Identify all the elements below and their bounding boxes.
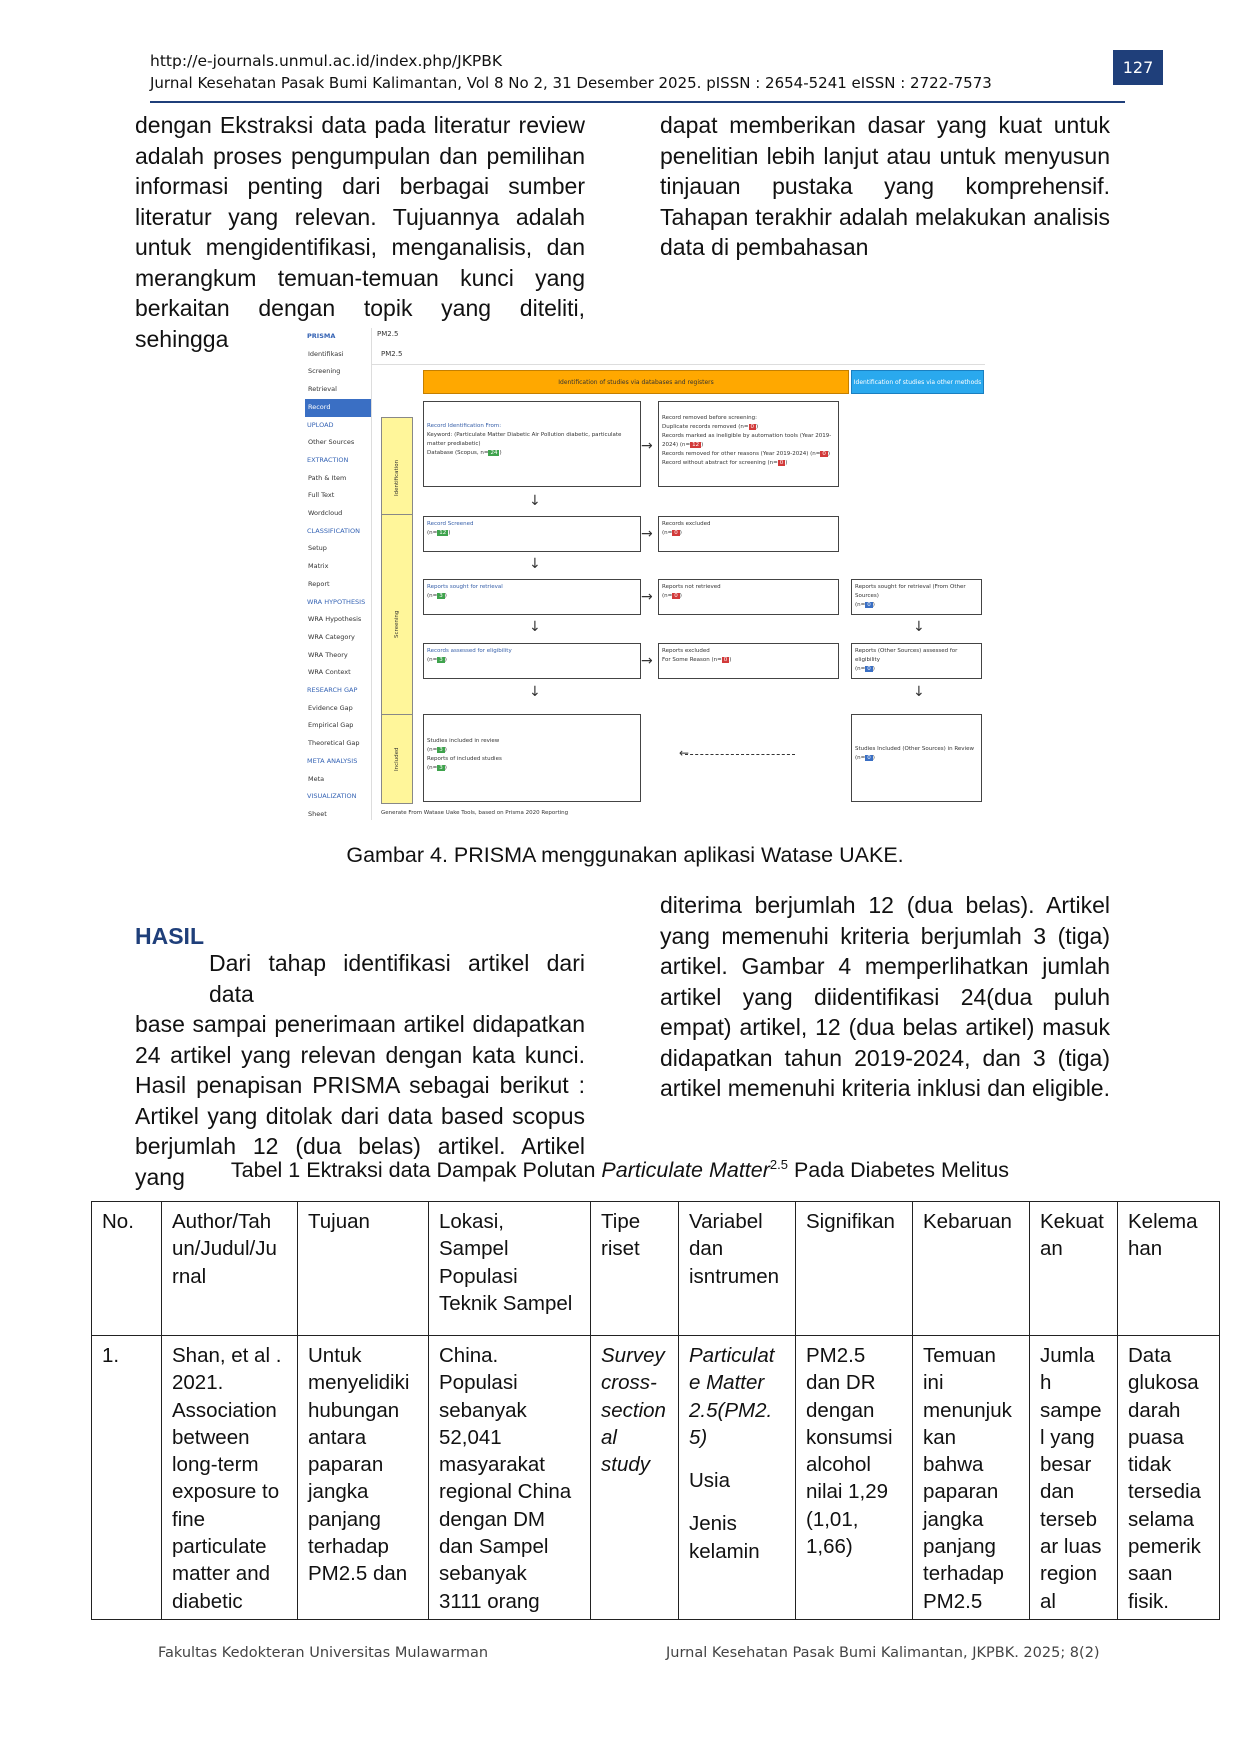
box-title: Record Identification From: bbox=[427, 423, 502, 429]
box-records-removed bbox=[658, 401, 839, 487]
cell-line: sampe bbox=[1040, 1398, 1102, 1422]
line-label: Records marked as ineligible by automation tools (Year 2019-2024) (n= bbox=[662, 433, 832, 448]
box-title: Records assessed for eligibility bbox=[427, 648, 512, 654]
cell-line: No. bbox=[102, 1210, 134, 1233]
page-number: 127 bbox=[1113, 50, 1163, 85]
box-title: Record Screened bbox=[427, 521, 474, 527]
count-badge: 0 bbox=[750, 424, 754, 430]
cell-line: saan bbox=[1128, 1562, 1173, 1586]
cell-line: Variabel bbox=[689, 1210, 763, 1233]
cell-line: PM2.5 bbox=[923, 1589, 983, 1613]
text-line: untuk mengidentifikasi, menganalisis, dan bbox=[135, 234, 585, 260]
cell-line: terseb bbox=[1040, 1507, 1097, 1531]
cell-line: Populasi bbox=[439, 1371, 518, 1395]
caption-text: Pada Diabetes Melitus bbox=[787, 1158, 1010, 1183]
sidebar-section: VISUALIZATION bbox=[307, 792, 357, 801]
app-title: PRISMA bbox=[307, 332, 336, 340]
cell-line: matter and bbox=[172, 1562, 270, 1586]
cell-line: exposure to bbox=[172, 1480, 280, 1504]
phase-screening: Screening bbox=[381, 514, 413, 734]
arrow-down: ↓ bbox=[529, 556, 541, 572]
table-header-cell bbox=[92, 1202, 162, 1336]
text-line: berkaitan dengan topik yang diteliti, sehingga bbox=[135, 295, 585, 352]
cell-line: Sampel bbox=[439, 1237, 509, 1261]
cell-line: masyarakat bbox=[439, 1453, 545, 1477]
cell-line: Lokasi, bbox=[439, 1210, 504, 1233]
table-header-cell bbox=[796, 1202, 913, 1336]
cell-line: Author/Tah bbox=[172, 1210, 272, 1233]
cell-line: pemerik bbox=[1128, 1535, 1201, 1559]
text-line: artikel yang diidentifikasi 24(dua puluh bbox=[660, 983, 1110, 1010]
cell-line: 5) bbox=[689, 1425, 708, 1449]
text-line: dapat memberikan dasar yang kuat untuk bbox=[660, 112, 1110, 138]
box-reports-not-retrieved bbox=[658, 579, 839, 615]
cell-line: Jumla bbox=[1040, 1344, 1095, 1367]
arrow-down: ↓ bbox=[913, 619, 925, 635]
cell-line: Kebaruan bbox=[923, 1210, 1012, 1233]
cell-line: 3111 orang bbox=[439, 1589, 540, 1613]
cell-line: section bbox=[601, 1398, 666, 1422]
cell-line: dengan DM bbox=[439, 1507, 545, 1531]
table-header-cell bbox=[913, 1202, 1030, 1336]
n-prefix: (n= bbox=[855, 666, 866, 672]
sidebar-section: UPLOAD bbox=[307, 420, 334, 429]
table-cell bbox=[796, 1336, 913, 1620]
cell-line: between bbox=[172, 1425, 250, 1449]
box-studies-included bbox=[423, 714, 641, 802]
header-rule bbox=[150, 101, 1125, 103]
cell-line: e Matter bbox=[689, 1371, 765, 1395]
n-prefix: (n= bbox=[662, 593, 673, 599]
box-count: For Some Reason (n= 0 ) bbox=[662, 657, 732, 663]
sidebar-section: EXTRACTION bbox=[307, 455, 349, 464]
box-line: Reports of included studies bbox=[427, 756, 502, 762]
text-line: yang memenuhi kriteria berjumlah 3 (tiga) bbox=[660, 922, 1110, 949]
top-left-column bbox=[135, 110, 585, 354]
n-prefix: (n= bbox=[662, 530, 673, 536]
table-header-cell bbox=[429, 1202, 591, 1336]
n-prefix: (n= bbox=[855, 602, 866, 608]
section-heading-hasil: HASIL bbox=[135, 923, 204, 949]
table-cell bbox=[429, 1336, 591, 1620]
table-header-cell bbox=[1030, 1202, 1118, 1336]
cell-line: Particulat bbox=[689, 1344, 775, 1367]
cell-line: Teknik Sampel bbox=[439, 1291, 573, 1315]
cell-line: hubungan bbox=[308, 1398, 400, 1422]
text-line: literatur yang relevan. Tujuannya adalah bbox=[135, 203, 585, 230]
caption-italic: Particulate Matter bbox=[601, 1158, 770, 1183]
table-header-cell bbox=[591, 1202, 679, 1336]
cell-line: Usia bbox=[689, 1469, 731, 1493]
box-database: Database (Scopus, n= 24 ) bbox=[427, 450, 502, 456]
footer-right: Jurnal Kesehatan Pasak Bumi Kalimantan, JKPBK. 2025; 8(2) bbox=[666, 1645, 1100, 1661]
count-badge: 12 bbox=[439, 530, 447, 536]
sidebar-item[interactable]: Sheet bbox=[308, 809, 327, 818]
table-row bbox=[92, 1336, 1220, 1620]
cell-line: besar bbox=[1040, 1453, 1092, 1477]
cell-line: panjang bbox=[923, 1535, 996, 1559]
sidebar-section: CLASSIFICATION bbox=[307, 526, 360, 535]
box-count: (n= 3 ) bbox=[427, 765, 447, 771]
cell-line: bahwa bbox=[923, 1453, 984, 1477]
cell-line: kan bbox=[923, 1425, 957, 1449]
box-record-screened bbox=[423, 516, 641, 552]
box-count: (n= 0 ) bbox=[855, 755, 875, 761]
box-title: Reports (Other Sources) assessed for eligibility bbox=[855, 648, 958, 663]
arrow-right: → bbox=[641, 526, 653, 542]
cell-line: terhadap bbox=[923, 1562, 1004, 1586]
sidebar-item[interactable]: Retrieval bbox=[308, 385, 337, 394]
text-line: Tahapan terakhir adalah melakukan analisis bbox=[660, 203, 1110, 230]
table-cell-variabel bbox=[679, 1336, 796, 1620]
cell-line: particulate bbox=[172, 1535, 267, 1559]
arrow-down: ↓ bbox=[913, 684, 925, 700]
cell-line: al bbox=[601, 1425, 617, 1449]
sidebar-section: META ANALYSIS bbox=[307, 756, 358, 765]
box-title: Reports excluded bbox=[662, 648, 710, 654]
cell-line: al bbox=[1040, 1589, 1056, 1613]
cell-line: riset bbox=[601, 1237, 640, 1261]
table-cell bbox=[1030, 1336, 1118, 1620]
table-header-row bbox=[92, 1202, 1220, 1336]
cell-line: isntrumen bbox=[689, 1264, 780, 1288]
box-count: (n= 0 ) bbox=[855, 602, 875, 608]
caption-text: Tabel 1 Ektraksi data Dampak Polutan bbox=[230, 1158, 602, 1183]
count-badge: 0 bbox=[723, 657, 728, 663]
sidebar-item[interactable]: Evidence Gap bbox=[308, 703, 353, 712]
count-badge: 0 bbox=[779, 460, 784, 466]
arrow-right: → bbox=[641, 438, 653, 454]
box-title: Reports sought for retrieval (From Other Sources) bbox=[855, 584, 966, 599]
table-header-cell bbox=[162, 1202, 298, 1336]
text-line: Artikel yang ditolak dari data based scopus bbox=[135, 1102, 585, 1129]
sidebar-item[interactable]: Path & Item bbox=[308, 473, 347, 482]
box-count: (n= 3 ) bbox=[427, 657, 447, 663]
cell-line: menunjuk bbox=[923, 1398, 1012, 1422]
text-line: data di pembahasan bbox=[660, 234, 869, 260]
header-url: http://e-journals.unmul.ac.id/index.php/JKPBK bbox=[150, 52, 503, 70]
text-line: 24 artikel yang relevan dengan kata kunci. bbox=[135, 1041, 585, 1068]
cell-line: sebanyak bbox=[439, 1398, 527, 1422]
box-count: (n= 0 ) bbox=[662, 593, 682, 599]
header-journal-line: Jurnal Kesehatan Pasak Bumi Kalimantan, Vol 8 No 2, 31 Desember 2025. pISSN : 2654-5241 eISSN : 2722-7573 bbox=[150, 74, 992, 92]
line-label: Record without abstract for screening (n= bbox=[662, 460, 778, 466]
sidebar-item[interactable]: Empirical Gap bbox=[308, 721, 354, 730]
cell-line: un/Judul/Ju bbox=[172, 1237, 277, 1261]
cell-line: glukosa bbox=[1128, 1371, 1199, 1395]
box-line: Records removed for other reasons (Year 2019-2024) (n= 0 ) bbox=[662, 451, 830, 457]
cell-line: terhadap bbox=[308, 1535, 389, 1559]
arrow-down: ↓ bbox=[529, 619, 541, 635]
box-line: Records marked as ineligible by automation tools (Year 2019-2024) (n= 12 ) bbox=[662, 433, 832, 448]
cell-line: dan Sampel bbox=[439, 1535, 549, 1559]
cell-line: fisik. bbox=[1128, 1589, 1169, 1613]
banner-other-methods: Identification of studies via other methods bbox=[851, 370, 984, 394]
cell-line: 2021. bbox=[172, 1371, 224, 1395]
text-line: informasi penting dari berbagai sumber bbox=[135, 173, 585, 199]
text-line: adalah proses pengumpulan dan pemilihan bbox=[135, 142, 585, 169]
table-caption bbox=[0, 1157, 1240, 1183]
cell-line: dan bbox=[689, 1237, 724, 1261]
text-line: penelitian lebih lanjut atau untuk menyusun bbox=[660, 142, 1110, 169]
cell-line: 52,041 bbox=[439, 1425, 502, 1449]
cell-line: Kelema bbox=[1128, 1210, 1198, 1233]
cell-line: selama bbox=[1128, 1507, 1195, 1531]
extraction-table bbox=[91, 1201, 1220, 1620]
text-line: berjumlah 12 (dua belas) artikel. Artikel yang bbox=[135, 1133, 585, 1190]
n-prefix: (n= bbox=[427, 747, 438, 753]
box-studies-included-other bbox=[851, 714, 982, 802]
sidebar-section: RESEARCH GAP bbox=[307, 686, 358, 695]
breadcrumb-divider bbox=[371, 364, 985, 365]
box-reports-sought bbox=[423, 579, 641, 615]
n-prefix: (n= bbox=[855, 755, 866, 761]
arrow-down: ↓ bbox=[529, 684, 541, 700]
box-count: (n= 3 ) bbox=[427, 747, 447, 753]
sidebar-item[interactable]: Other Sources bbox=[308, 438, 355, 447]
phase-identification: Identification bbox=[381, 417, 413, 539]
table-cell bbox=[1118, 1336, 1220, 1620]
text-line: diterima berjumlah 12 (dua belas). Artikel bbox=[660, 892, 1110, 918]
box-title: Records excluded bbox=[662, 521, 711, 527]
cell-line: h bbox=[1040, 1371, 1052, 1395]
table-cell bbox=[92, 1336, 162, 1620]
cell-line: paparan bbox=[923, 1480, 999, 1504]
sidebar-item[interactable]: Screening bbox=[308, 367, 341, 376]
cell-line: darah bbox=[1128, 1398, 1181, 1422]
table-header-cell bbox=[679, 1202, 796, 1336]
cell-line: 1,66) bbox=[806, 1535, 853, 1559]
count-badge: 0 bbox=[867, 666, 871, 672]
box-count: (n= 0 ) bbox=[662, 530, 682, 536]
count-badge: 0 bbox=[822, 451, 826, 457]
database-label: Database (Scopus, n= bbox=[427, 450, 489, 456]
sidebar-item[interactable]: WRA Hypothesis bbox=[308, 615, 362, 624]
footer-left: Fakultas Kedokteran Universitas Mulawarman bbox=[158, 1645, 489, 1661]
sidebar-section: WRA HYPOTHESIS bbox=[307, 597, 366, 606]
cell-line: cross- bbox=[601, 1371, 657, 1395]
sidebar-item[interactable]: WRA Category bbox=[308, 632, 355, 641]
cell-line: Association bbox=[172, 1398, 277, 1422]
sidebar-item[interactable]: Theoretical Gap bbox=[308, 739, 360, 748]
figure-caption: Gambar 4. PRISMA menggunakan aplikasi Watase UAKE. bbox=[346, 843, 904, 867]
cell-line: dengan bbox=[806, 1398, 875, 1422]
cell-line: Tujuan bbox=[308, 1210, 370, 1233]
box-title: Studies Included (Other Sources) in Review bbox=[855, 746, 974, 752]
table-cell bbox=[162, 1336, 298, 1620]
cell-line: alcohol bbox=[806, 1453, 871, 1477]
box-count: (n= 0 ) bbox=[855, 666, 875, 672]
sidebar-item[interactable]: Record bbox=[305, 399, 371, 417]
box-records-identified bbox=[423, 401, 641, 487]
cell-line: dan bbox=[1040, 1480, 1075, 1504]
cell-line: ini bbox=[923, 1371, 944, 1395]
table-header-cell bbox=[1118, 1202, 1220, 1336]
sidebar-item[interactable]: Wordcloud bbox=[308, 509, 343, 518]
box-reports-assessed-other bbox=[851, 643, 982, 679]
box-count: (n= 3 ) bbox=[427, 593, 447, 599]
cell-line: kelamin bbox=[689, 1539, 760, 1563]
cell-line: dan DR bbox=[806, 1371, 876, 1395]
cell-line: diabetic bbox=[172, 1589, 243, 1613]
cell-line: paparan bbox=[308, 1453, 384, 1477]
cell-line: fine bbox=[172, 1507, 206, 1531]
box-records-excluded bbox=[658, 516, 839, 552]
box-title: Studies included in review bbox=[427, 738, 500, 744]
line-label: Records removed for other reasons (Year 2019-2024) (n= bbox=[662, 451, 821, 457]
text-line: base sampai penerimaan artikel didapatkan bbox=[135, 1011, 585, 1037]
table-cell bbox=[298, 1336, 429, 1620]
cell-line: nilai 1,29 bbox=[806, 1480, 889, 1504]
sidebar-item[interactable]: Matrix bbox=[308, 562, 329, 571]
text-line: dengan Ekstraksi data pada literatur review bbox=[135, 112, 585, 138]
count-badge: 3 bbox=[439, 657, 443, 663]
app-sidebar bbox=[305, 328, 372, 820]
sub-breadcrumb: PM2.5 bbox=[381, 350, 403, 358]
arrow-right: → bbox=[641, 589, 653, 605]
cell-line: ar luas bbox=[1040, 1535, 1102, 1559]
hasil-left-column bbox=[135, 948, 585, 1192]
cell-line: regional China bbox=[439, 1480, 572, 1504]
cell-line: antara bbox=[308, 1425, 367, 1449]
cell-line: panjang bbox=[308, 1507, 381, 1531]
phase-included: Included bbox=[381, 714, 413, 804]
count-badge: 3 bbox=[439, 765, 443, 771]
dashed-arrow-left bbox=[685, 754, 795, 755]
cell-line: (1,01, bbox=[806, 1507, 859, 1531]
sidebar-item[interactable]: Setup bbox=[308, 544, 327, 553]
cell-line: tersedia bbox=[1128, 1480, 1201, 1504]
cell-line: sebanyak bbox=[439, 1562, 527, 1586]
cell-line: Kekuat bbox=[1040, 1210, 1104, 1233]
cell-line: Populasi bbox=[439, 1264, 518, 1288]
text-line: Hasil penapisan PRISMA sebagai berikut : bbox=[135, 1072, 585, 1098]
sidebar-item[interactable]: WRA Context bbox=[308, 668, 351, 677]
table-header-cell bbox=[298, 1202, 429, 1336]
cell-line: Temuan bbox=[923, 1344, 996, 1367]
cell-line: l yang bbox=[1040, 1425, 1095, 1449]
arrow-right: → bbox=[641, 653, 653, 669]
cell-line: Survey bbox=[601, 1344, 665, 1367]
box-line: Duplicate records removed (n= 0 ) bbox=[662, 424, 759, 430]
line-label: For Some Reason (n= bbox=[662, 657, 722, 663]
cell-line: jangka bbox=[308, 1480, 369, 1504]
cell-line: 1. bbox=[102, 1344, 120, 1367]
cell-line: han bbox=[1128, 1237, 1163, 1261]
cell-line: PM2.5 dan bbox=[308, 1562, 408, 1586]
cell-line: PM2.5 bbox=[806, 1344, 866, 1367]
cell-line: study bbox=[601, 1453, 650, 1477]
table-cell bbox=[913, 1336, 1030, 1620]
cell-line: region bbox=[1040, 1562, 1097, 1586]
cell-line: an bbox=[1040, 1237, 1063, 1261]
cell-line: long-term bbox=[172, 1453, 259, 1477]
cell-line: Shan, et al . bbox=[172, 1344, 282, 1367]
n-prefix: (n= bbox=[427, 593, 438, 599]
count-badge: 3 bbox=[439, 747, 443, 753]
box-line: Record removed before screening: bbox=[662, 415, 757, 421]
count-badge: 24 bbox=[490, 450, 498, 456]
box-title: Reports not retrieved bbox=[662, 584, 721, 590]
hasil-right-column bbox=[660, 890, 1110, 1104]
line-label: Duplicate records removed (n= bbox=[662, 424, 749, 430]
count-badge: 0 bbox=[674, 530, 678, 536]
sidebar-list bbox=[305, 346, 371, 824]
dashed-arrow-head: ← bbox=[679, 746, 690, 760]
cell-line: Untuk bbox=[308, 1344, 362, 1367]
cell-line: konsumsi bbox=[806, 1425, 893, 1449]
text-line: artikel memenuhi kriteria inklusi dan eligible. bbox=[660, 1075, 1110, 1101]
count-badge: 12 bbox=[692, 442, 700, 448]
cell-line: 2.5(PM2. bbox=[689, 1398, 773, 1422]
table-cell bbox=[591, 1336, 679, 1620]
text-line: tinjauan pustaka yang komprehensif. bbox=[660, 173, 1110, 199]
cell-line: Tipe bbox=[601, 1210, 641, 1233]
cell-line: puasa bbox=[1128, 1425, 1184, 1449]
box-count: (n= 12 ) bbox=[427, 530, 451, 536]
text-line: empat) artikel, 12 (dua belas artikel) masuk bbox=[660, 1014, 1110, 1040]
sidebar-item[interactable]: Full Text bbox=[308, 491, 335, 500]
cell-line: jangka bbox=[923, 1507, 984, 1531]
prisma-figure bbox=[305, 328, 985, 820]
cell-line: Signifikan bbox=[806, 1210, 895, 1233]
box-line: Record without abstract for screening (n= 0 ) bbox=[662, 460, 788, 466]
count-badge: 3 bbox=[439, 593, 443, 599]
sidebar-item[interactable]: Identifikasi bbox=[308, 349, 344, 358]
cell-line: tidak bbox=[1128, 1453, 1172, 1477]
banner-databases: Identification of studies via databases and registers bbox=[423, 370, 849, 394]
count-badge: 0 bbox=[867, 602, 871, 608]
text-line: didapatkan tahun 2019-2024, dan 3 (tiga) bbox=[660, 1044, 1110, 1071]
sidebar-item[interactable]: WRA Theory bbox=[308, 650, 348, 659]
count-badge: 0 bbox=[867, 755, 871, 761]
cell-line: China. bbox=[439, 1344, 499, 1367]
text-line: merangkum temuan-temuan kunci yang bbox=[135, 264, 585, 291]
cell-line: Data bbox=[1128, 1344, 1172, 1367]
breadcrumb: PM2.5 bbox=[377, 330, 399, 338]
cell-line: menyelidiki bbox=[308, 1371, 410, 1395]
cell-line: rnal bbox=[172, 1264, 207, 1288]
figure-footer-note: Generate From Watase Uake Tools, based on Prisma 2020 Reporting bbox=[381, 810, 569, 816]
count-badge: 0 bbox=[674, 593, 678, 599]
box-title: Reports sought for retrieval bbox=[427, 584, 503, 590]
text-line: Dari tahap identifikasi artikel dari data bbox=[209, 950, 585, 1007]
top-right-column bbox=[660, 110, 1110, 263]
box-reports-sought-other bbox=[851, 579, 982, 615]
arrow-down: ↓ bbox=[529, 493, 541, 509]
sidebar-item[interactable]: Report bbox=[308, 579, 330, 588]
box-records-assessed bbox=[423, 643, 641, 679]
box-reports-excluded bbox=[658, 643, 839, 679]
n-prefix: (n= bbox=[427, 657, 438, 663]
box-keyword: Keyword: (Particulate Matter Diabetic Air Pollution diabetic, particulate matter prediabetic) bbox=[427, 432, 622, 447]
n-prefix: (n= bbox=[427, 765, 438, 771]
n-prefix: (n= bbox=[427, 530, 438, 536]
caption-superscript: 2.5 bbox=[769, 1157, 788, 1172]
sidebar-item[interactable]: Meta bbox=[308, 774, 325, 783]
cell-line: Jenis bbox=[689, 1512, 737, 1536]
text-line: artikel. Gambar 4 memperlihatkan jumlah bbox=[660, 953, 1110, 979]
